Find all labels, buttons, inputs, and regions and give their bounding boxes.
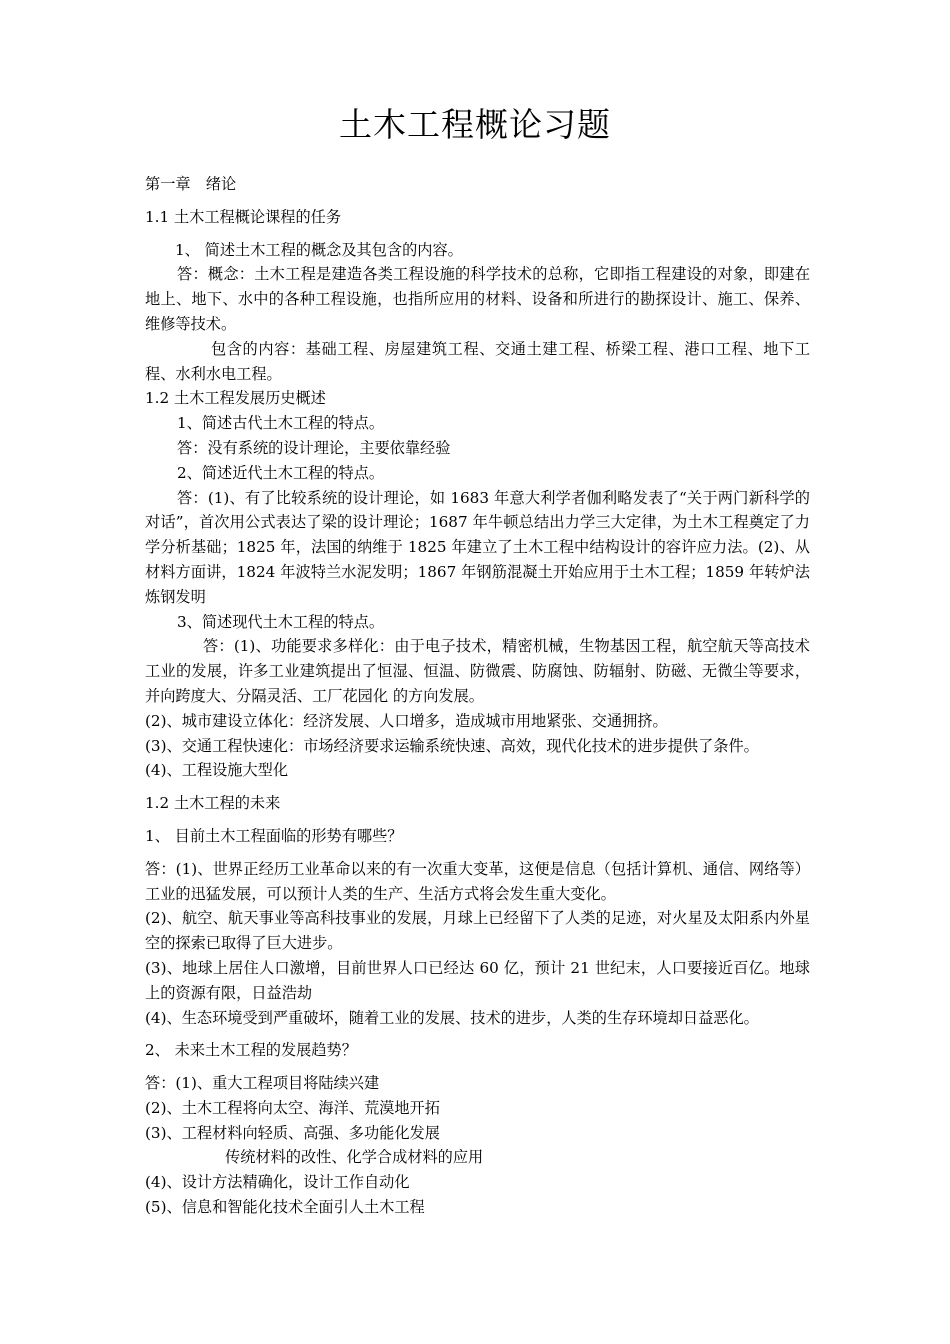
chapter-heading: 第一章 绪论 [145,175,237,193]
answer: (3)、工程材料向轻质、高强、多功能化发展 [145,1123,440,1142]
question: 3、简述现代土木工程的特点。 [177,612,385,631]
answer: (3)、地球上居住人口激增，目前世界人口已经达 60 亿，预计 21 世纪末，人口要接近百亿。地球上的资源有限，日益浩劫 [145,958,810,1002]
section-heading: 1.2 土木工程的未来 [145,794,281,813]
answer: (2)、城市建设立体化：经济发展、人口增多，造成城市用地紧张、交通拥挤。 [145,711,668,730]
question: 1、 简述土木工程的概念及其包含的内容。 [175,240,463,259]
answer: 答：(1)、世界正经历工业革命以来的有一次重大变革，这便是信息（包括计算机、通信、网络等）工业的迅猛发展，可以预计人类的生产、生活方式将会发生重大变化。 [145,859,810,903]
answer: 包含的内容：基础工程、房屋建筑工程、交通土建工程、桥梁工程、港口工程、地下工程、水利水电工程。 [145,339,810,383]
answer: 答：没有系统的设计理论，主要依靠经验 [177,438,451,457]
answer: (4)、设计方法精确化，设计工作自动化 [145,1173,410,1192]
answer: 答：概念：土木工程是建造各类工程设施的科学技术的总称，它即指工程建设的对象，即建在地上、地下、水中的各种工程设施，也指所应用的材料、设备和所进行的勘探设计、施工、保养、维修等技术。 [145,265,810,333]
answer: (2)、航空、航天事业等高科技事业的发展，月球上已经留下了人类的足迹，对火星及太阳系内外星空的探索已取得了巨大进步。 [145,909,810,953]
answer: 答：(1)、重大工程项目将陆续兴建 [145,1074,380,1093]
question: 2、简述近代土木工程的特点。 [177,463,385,482]
answer: 答：(1)、功能要求多样化：由于电子技术，精密机械，生物基因工程，航空航天等高技术工业的发展，许多工业建筑提出了恒湿、恒温、防微震、防腐蚀、防辐射、防磁、无微尘等要求，并向跨度大、分隔灵活、工厂花园化 的方向发展。 [145,637,810,705]
section-heading: 1.2 土木工程发展历史概述 [145,389,326,408]
document-title: 土木工程概论习题 [339,105,611,144]
section-heading: 1.1 土木工程概论课程的任务 [145,207,342,226]
answer: 传统材料的改性、化学合成材料的应用 [225,1148,484,1167]
answer: (4)、生态环境受到严重破坏，随着工业的发展、技术的进步，人类的生存环境却日益恶化。 [145,1008,759,1027]
answer: (2)、土木工程将向太空、海洋、荒漠地开拓 [145,1098,440,1117]
answer: 答：(1)、有了比较系统的设计理论，如 1683 年意大利学者伽利略发表了“关于两门新科学的对话”，首次用公式表达了梁的设计理论；1687 年牛顿总结出力学三大定律，为土木工程奠定了力学分析基础；1825 年，法国的纳维于 1825 年建立了土木工程中结构设计的容许应力法。(2)、从材料方面讲，1824 年波特兰水泥发明；1867 年钢筋混凝土开始应用于土木工程；1859 年转炉法炼钢发明 [145,488,810,606]
question: 1、简述古代土木工程的特点。 [177,414,385,433]
answer: (3)、交通工程快速化：市场经济要求运输系统快速、高效，现代化技术的进步提供了条件。 [145,736,759,755]
question: 1、 目前土木工程面临的形势有哪些？ [145,826,403,845]
document-body [145,172,810,1220]
answer: (4)、工程设施大型化 [145,761,289,780]
question: 2、 未来土木工程的发展趋势？ [145,1041,357,1060]
answer: (5)、信息和智能化技术全面引人土木工程 [145,1198,425,1217]
